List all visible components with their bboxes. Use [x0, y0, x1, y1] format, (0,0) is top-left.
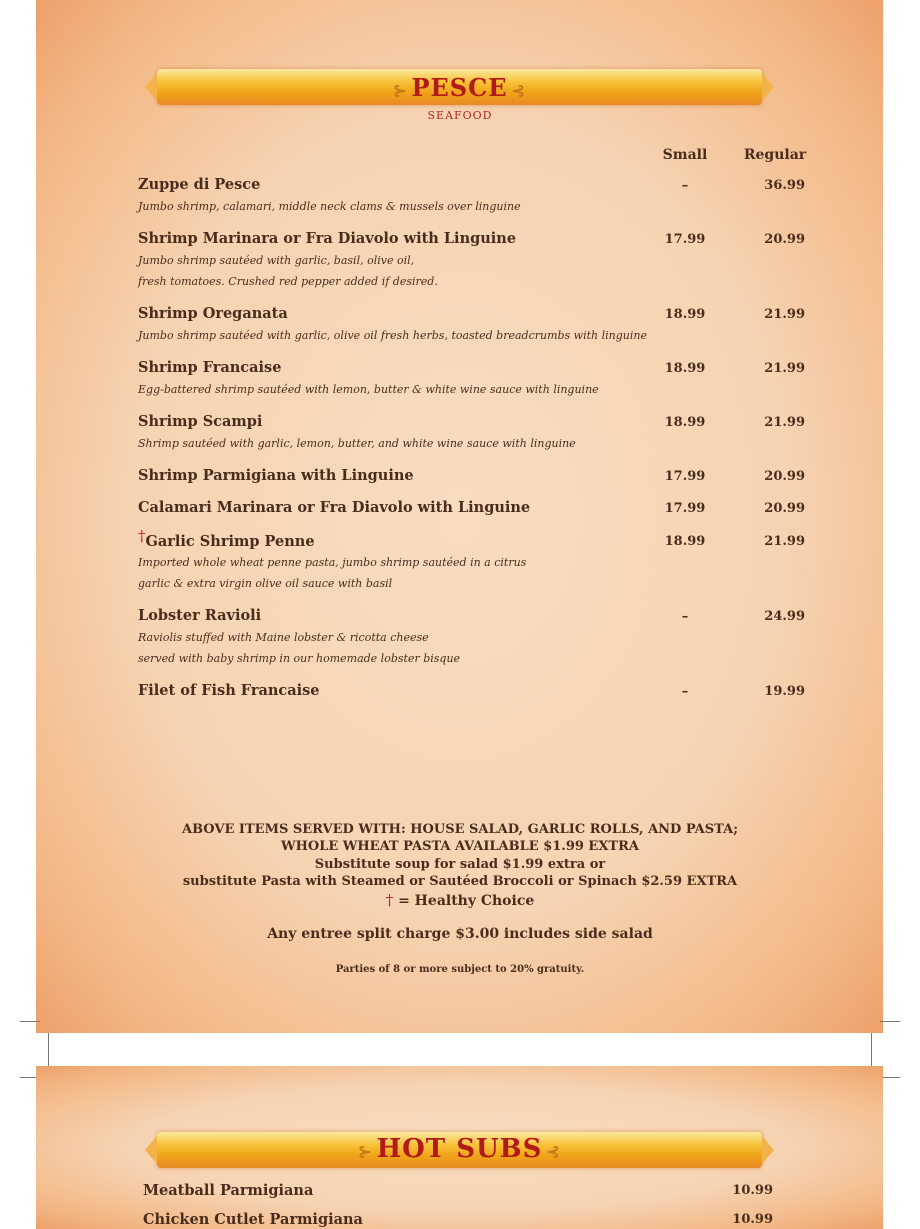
menu-item-name: Lobster Ravioli [138, 607, 262, 624]
healthy-cross-icon: † [385, 891, 394, 909]
menu-item-description: garlic & extra virgin olive oil sauce with basil [138, 577, 393, 590]
column-header-regular: Regular [743, 147, 807, 163]
whole-wheat-note: WHOLE WHEAT PASTA AVAILABLE $1.99 EXTRA [281, 839, 639, 854]
section-subtitle: SEAFOOD [427, 109, 493, 122]
menu-item-name: †Garlic Shrimp Penne [138, 527, 315, 550]
price-regular: 24.99 [764, 609, 805, 624]
price-small: – [681, 178, 689, 193]
menu-item-description: Shrimp sautéed with garlic, lemon, butter, and white wine sauce with linguine [138, 437, 576, 450]
price-regular: 21.99 [764, 361, 805, 376]
gratuity-note: Parties of 8 or more subject to 20% gratuity. [335, 964, 585, 975]
price-small: – [681, 609, 689, 624]
section-banner-hot-subs [157, 1132, 762, 1168]
section-title: ⊱ HOT SUBS ⊰ [358, 1134, 561, 1164]
menu-item-description: Jumbo shrimp, calamari, middle neck clams & mussels over linguine [138, 200, 521, 213]
price-small: 18.99 [664, 361, 706, 376]
flourish-left-icon: ⊱ [358, 1142, 373, 1161]
crop-mark [871, 1033, 872, 1069]
substitute-soup-note: Substitute soup for salad $1.99 extra or [314, 857, 606, 872]
menu-item-name: Shrimp Oreganata [138, 305, 288, 322]
price-small: 18.99 [664, 534, 706, 549]
flourish-right-icon: ⊰ [511, 81, 526, 100]
flourish-left-icon: ⊱ [393, 81, 408, 100]
crop-mark [880, 1077, 900, 1078]
price-regular: 21.99 [764, 415, 805, 430]
price-regular: 21.99 [764, 534, 805, 549]
crop-mark [48, 1033, 49, 1069]
menu-item-description: Imported whole wheat penne pasta, jumbo shrimp sautéed in a citrus [138, 556, 527, 569]
price-regular: 20.99 [764, 501, 805, 516]
menu-item-description: Raviolis stuffed with Maine lobster & ricotta cheese [138, 631, 429, 644]
sub-item-price: 10.99 [732, 1212, 773, 1227]
menu-item-name: Shrimp Francaise [138, 359, 282, 376]
menu-item-description: served with baby shrimp in our homemade lobster bisque [138, 652, 461, 665]
column-header-small: Small [662, 147, 708, 163]
section-title: ⊱ PESCE ⊰ [393, 73, 526, 102]
section-banner-pesce [157, 69, 762, 105]
menu-item-name: Filet of Fish Francaise [138, 682, 320, 699]
menu-item-name: Shrimp Marinara or Fra Diavolo with Linguine [138, 230, 517, 247]
healthy-cross-icon: † [138, 527, 146, 545]
price-small: 18.99 [664, 307, 706, 322]
price-regular: 19.99 [764, 684, 805, 699]
price-regular: 36.99 [764, 178, 805, 193]
flourish-right-icon: ⊰ [546, 1142, 561, 1161]
menu-item-description: Jumbo shrimp sautéed with garlic, basil, olive oil, [138, 254, 415, 267]
price-regular: 20.99 [764, 232, 805, 247]
sub-item-name: Chicken Cutlet Parmigiana [143, 1211, 363, 1228]
healthy-choice-legend: † = Healthy Choice [385, 891, 535, 909]
served-with-note: ABOVE ITEMS SERVED WITH: HOUSE SALAD, GARLIC ROLLS, AND PASTA; [181, 822, 739, 837]
price-small: 17.99 [664, 501, 706, 516]
split-charge-note: Any entree split charge $3.00 includes side salad [267, 926, 653, 942]
price-small: 18.99 [664, 415, 706, 430]
price-small: – [681, 684, 689, 699]
menu-item-name: Shrimp Parmigiana with Linguine [138, 467, 414, 484]
menu-item-description: Egg-battered shrimp sautéed with lemon, butter & white wine sauce with linguine [138, 383, 599, 396]
sub-item-price: 10.99 [732, 1183, 773, 1198]
substitute-pasta-note: substitute Pasta with Steamed or Sautéed Broccoli or Spinach $2.59 EXTRA [182, 874, 738, 889]
menu-item-description: Jumbo shrimp sautéed with garlic, olive oil fresh herbs, toasted breadcrumbs with linguine [138, 329, 647, 342]
price-regular: 20.99 [764, 469, 805, 484]
price-regular: 21.99 [764, 307, 805, 322]
menu-item-name: Zuppe di Pesce [138, 176, 261, 193]
crop-mark [20, 1021, 40, 1022]
menu-item-description: fresh tomatoes. Crushed red pepper added if desired. [138, 275, 438, 288]
menu-item-name: Shrimp Scampi [138, 413, 263, 430]
crop-mark [880, 1021, 900, 1022]
sub-item-name: Meatball Parmigiana [143, 1182, 314, 1199]
price-small: 17.99 [664, 469, 706, 484]
menu-item-name: Calamari Marinara or Fra Diavolo with Linguine [138, 499, 531, 516]
price-small: 17.99 [664, 232, 706, 247]
